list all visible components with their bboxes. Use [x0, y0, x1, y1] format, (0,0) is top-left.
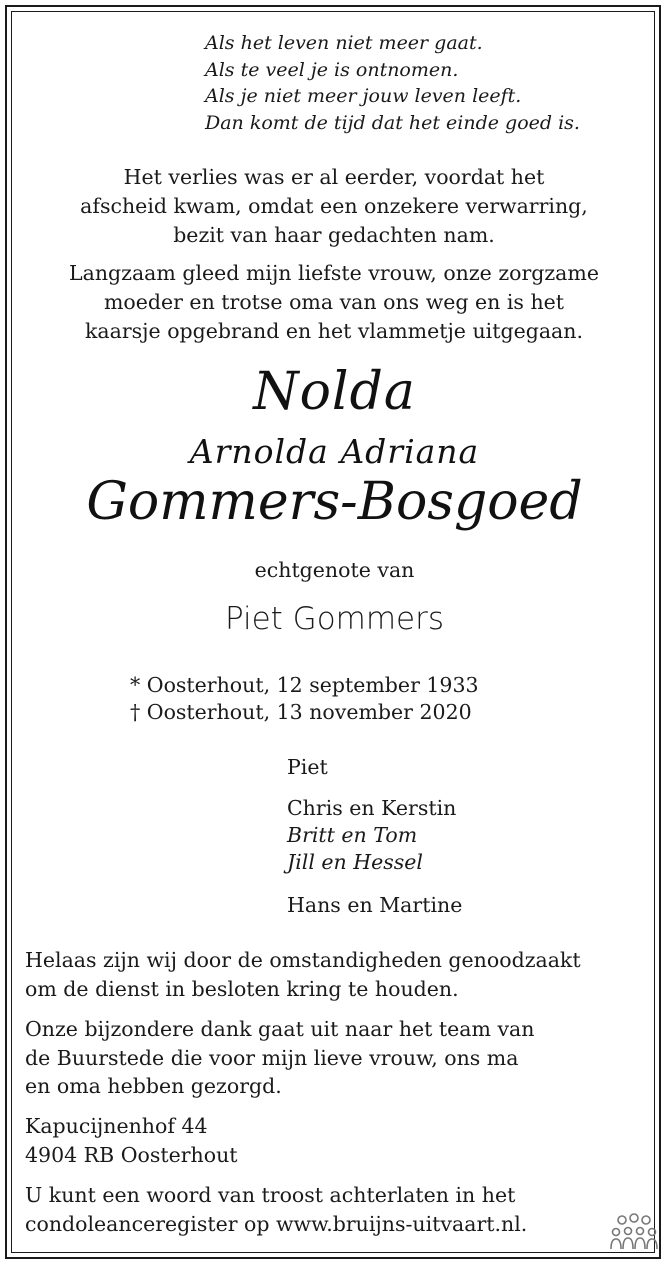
family-member: Chris en Kerstin	[287, 796, 457, 820]
intro-line: bezit van haar gedachten nam.	[173, 223, 495, 247]
intro-paragraph-2	[20, 259, 648, 346]
thanks-line: Onze bijzondere dank gaat uit naar het team van	[25, 1017, 535, 1041]
birth-date: * Oosterhout, 12 september 1933	[130, 673, 479, 697]
intro-line: kaarsje opgebrand en het vlammetje uitgegaan.	[85, 319, 583, 343]
spouse-name: Piet Gommers	[224, 601, 445, 637]
intro-line: afscheid kwam, omdat een onzekere verwarring,	[80, 194, 588, 218]
deceased-middle-names: Arnolda Adriana	[189, 432, 480, 471]
deceased-surname: Gommers-Bosgoed	[86, 472, 583, 532]
service-notice	[25, 946, 581, 1003]
address-line: 4904 RB Oosterhout	[25, 1142, 238, 1167]
family-member: Hans en Martine	[287, 893, 463, 917]
thanks-line: en oma hebben gezorgd.	[25, 1074, 282, 1098]
address-line: Kapucijnenhof 44	[25, 1114, 208, 1138]
poem	[205, 30, 580, 136]
family-member-grandchildren: Jill en Hessel	[287, 850, 423, 874]
poem-line: Als te veel je is ontnomen.	[205, 58, 459, 81]
intro-line: Het verlies was er al eerder, voordat het	[123, 165, 545, 189]
condolence-line: U kunt een woord van troost achterlaten in het	[25, 1183, 516, 1207]
poem-line: Dan komt de tijd dat het einde goed is.	[205, 111, 580, 134]
death-date: † Oosterhout, 13 november 2020	[130, 700, 472, 724]
thanks-line: de Buurstede die voor mijn lieve vrouw, ons ma	[25, 1045, 519, 1070]
service-line: Helaas zijn wij door de omstandigheden genoodzaakt	[25, 948, 581, 972]
service-line: om de dienst in besloten kring te houden.	[25, 976, 459, 1001]
thanks-notice	[25, 1015, 534, 1101]
condolence-line: condoleanceregister op www.bruijns-uitvaart.nl.	[25, 1211, 528, 1236]
intro-paragraph-1	[20, 163, 648, 250]
poem-line: Als het leven niet meer gaat.	[205, 32, 483, 54]
condolence-notice	[25, 1181, 527, 1238]
family-member: Piet	[287, 755, 328, 779]
poem-line: Als je niet meer jouw leven leeft.	[205, 85, 522, 107]
address	[25, 1112, 238, 1169]
intro-line: Langzaam gleed mijn liefste vrouw, onze zorgzame	[69, 261, 599, 285]
deceased-first-name: Nolda	[253, 362, 416, 422]
intro-line: moeder en trotse oma van ons weg en is het	[103, 290, 565, 314]
people-group-icon	[608, 1212, 658, 1252]
dates	[130, 672, 479, 726]
spouse-intro: echtgenote van	[254, 558, 415, 582]
family-member-grandchildren: Britt en Tom	[287, 823, 418, 847]
